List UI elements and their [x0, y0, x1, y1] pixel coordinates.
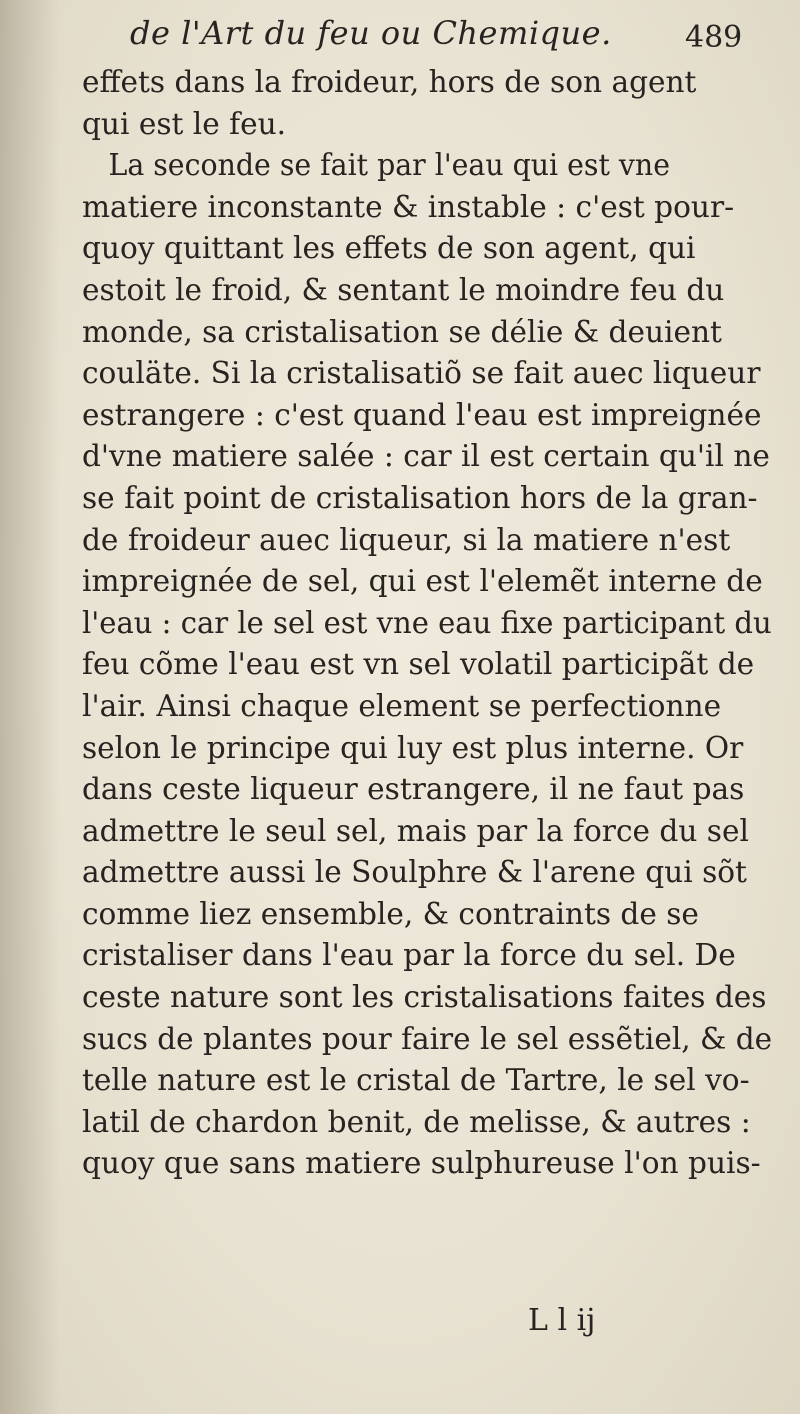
text-line: admettre le seul sel, mais par la force du sel: [82, 813, 749, 849]
text-line: de froideur auec liqueur, si la matiere n'est: [82, 522, 731, 558]
text-line: l'eau : car le sel est vne eau fixe participant du: [82, 605, 772, 641]
text-line: l'air. Ainsi chaque element se perfectionne: [82, 688, 722, 724]
text-line: La seconde se fait par l'eau qui est vne: [108, 148, 671, 184]
text-line: sucs de plantes pour faire le sel essẽtiel, & de: [82, 1021, 773, 1057]
text-line: feu cõme l'eau est vn sel volatil participãt de: [82, 647, 755, 683]
catchword-signature: L l ij: [528, 1303, 596, 1338]
body-text: [82, 62, 782, 1185]
text-line: comme liez ensemble, & contraints de se: [82, 896, 699, 932]
text-line: quoy quittant les effets de son agent, qui: [82, 231, 696, 267]
text-line: ceste nature sont les cristalisations faites des: [82, 980, 767, 1016]
text-line: effets dans la froideur, hors de son agent: [82, 65, 697, 100]
text-line: latil de chardon benit, de melisse, & autres :: [82, 1104, 751, 1140]
text-line: estrangere : c'est quand l'eau est impreignée: [82, 397, 762, 433]
text-line: d'vne matiere salée : car il est certain qu'il ne: [82, 439, 770, 475]
text-line: matiere inconstante & instable : c'est pour-: [82, 189, 735, 225]
text-line: quoy que sans matiere sulphureuse l'on puis-: [82, 1146, 761, 1182]
text-line: cristaliser dans l'eau par la force du sel. De: [82, 938, 736, 974]
text-line: telle nature est le cristal de Tartre, le sel vo-: [82, 1063, 750, 1099]
running-title: de l'Art du feu ou Chemique.: [130, 14, 612, 52]
text-line: se fait point de cristalisation hors de la gran-: [82, 480, 758, 516]
text-line: couläte. Si la cristalisatiõ se fait auec liqueur: [82, 356, 761, 392]
text-line: impreignée de sel, qui est l'elemẽt interne de: [82, 564, 763, 600]
text-line: monde, sa cristalisation se délie & deuient: [82, 314, 722, 350]
text-line: qui est le feu.: [82, 106, 287, 142]
page-number: 489: [685, 20, 743, 55]
text-line: selon le principe qui luy est plus interne. Or: [82, 730, 744, 766]
binding-gutter-shadow: [0, 0, 60, 1414]
text-line: admettre aussi le Soulphre & l'arene qui sõt: [82, 855, 747, 891]
text-line: estoit le froid, & sentant le moindre feu du: [82, 272, 725, 308]
text-line: dans ceste liqueur estrangere, il ne faut pas: [82, 772, 745, 808]
